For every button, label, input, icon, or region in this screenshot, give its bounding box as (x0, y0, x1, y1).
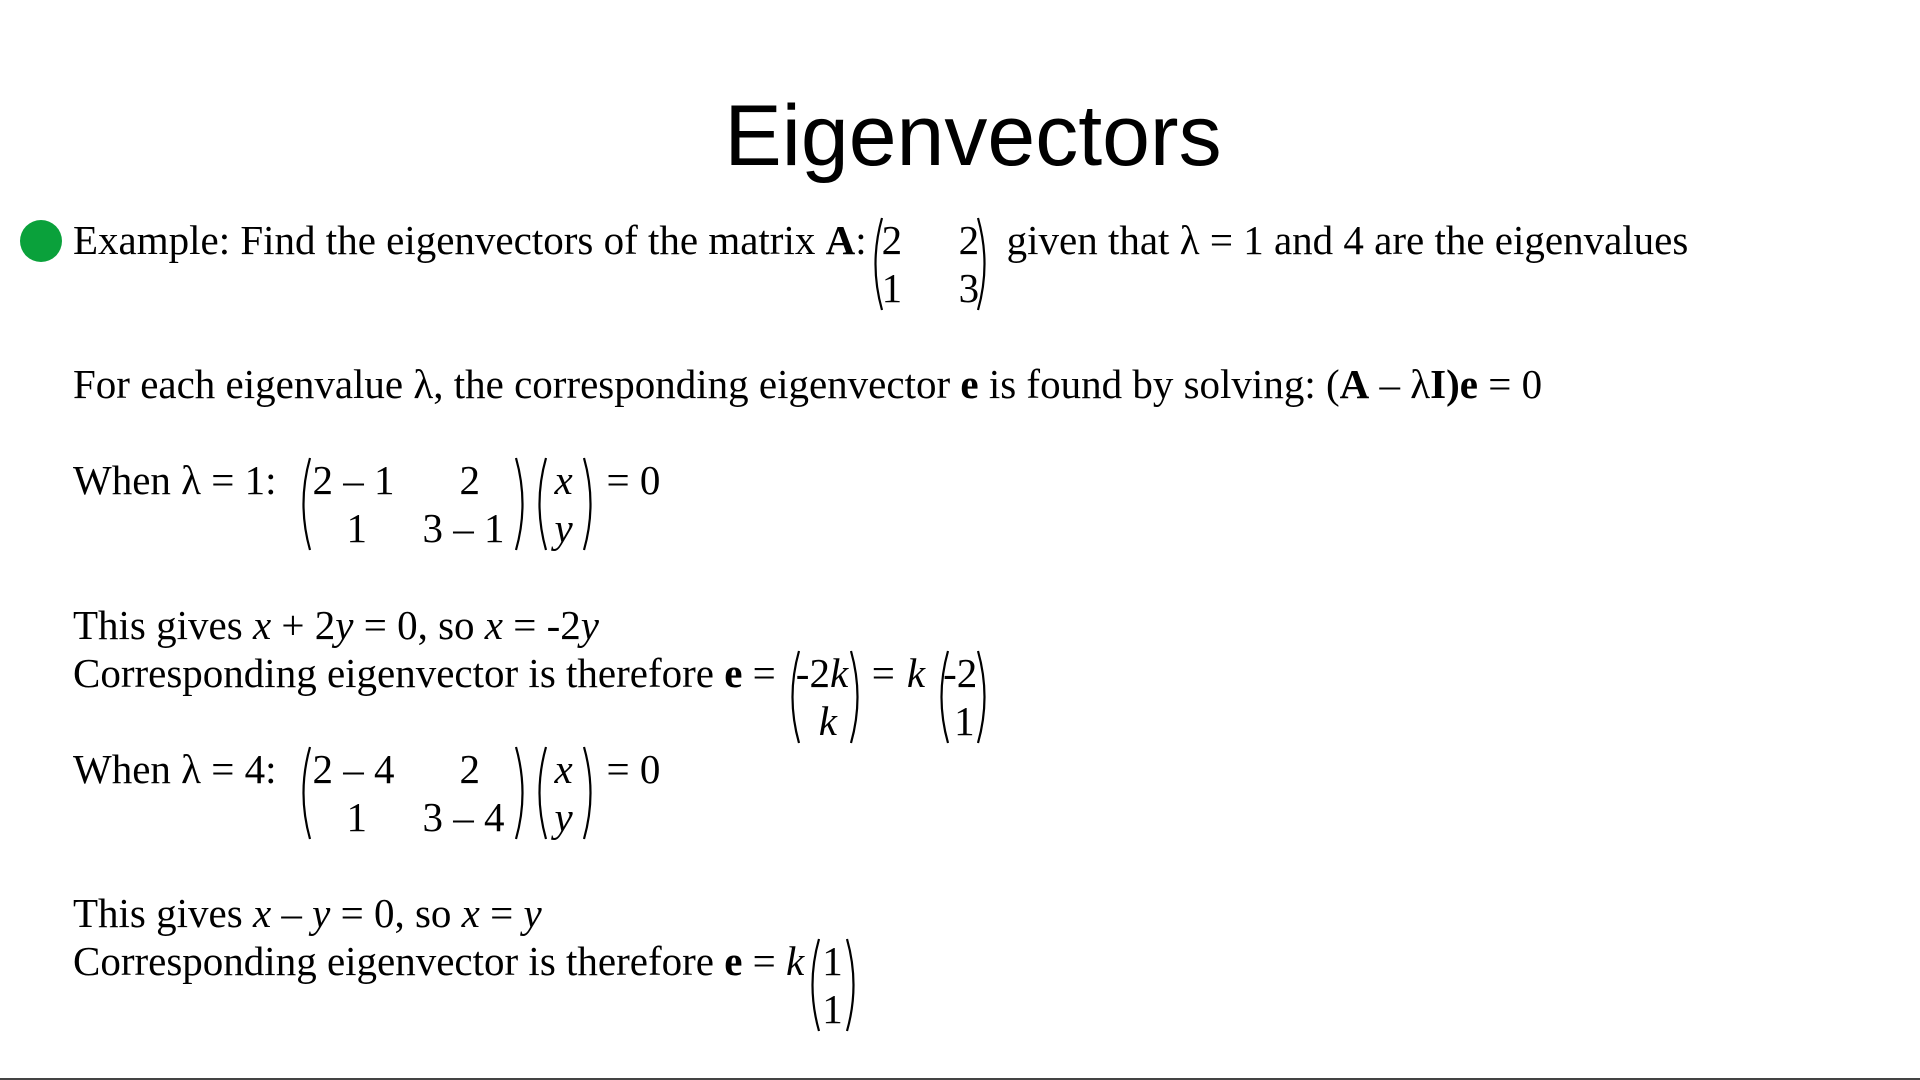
vector-cell-number: -2 (795, 650, 830, 696)
corresponding-line-4 (73, 937, 862, 1033)
var-x: x (252, 890, 272, 936)
gives-text: = -2 (503, 602, 581, 648)
vector-cell: 1 (954, 698, 975, 744)
matrix-cell: 2 (459, 746, 481, 792)
method-text: = 0 (1477, 361, 1543, 407)
corresponding-text: Corresponding eigenvector is therefore (73, 650, 725, 696)
matrix-cell: 2 (958, 217, 980, 263)
vector-xy (531, 745, 599, 841)
gives-text: = 0, so (330, 890, 462, 936)
left-paren (295, 745, 312, 841)
right-paren (976, 216, 993, 312)
paren-close: ) (1446, 361, 1460, 407)
right-paren (845, 937, 862, 1033)
vector-e: e (724, 938, 743, 984)
vector-cell: k (818, 698, 837, 744)
vector-minus-2-1 (933, 649, 993, 745)
slide-title: Eigenvectors (724, 88, 1222, 184)
vector-cell: -2 (943, 650, 978, 696)
right-paren (582, 456, 599, 552)
var-x: x (484, 602, 503, 648)
gives-text: = 0, so (353, 602, 485, 648)
method-text: is found by solving: ( (978, 361, 1340, 407)
scalar-k: k (906, 650, 926, 696)
vector-cell: y (554, 505, 573, 551)
example-line (73, 216, 1688, 312)
gives-text: This gives (73, 890, 253, 936)
case-lambda-1 (73, 456, 660, 552)
matrix-cell: 2 – 4 (312, 746, 395, 792)
matrix-a (867, 216, 993, 312)
var-x: x (252, 602, 272, 648)
right-paren (514, 456, 531, 552)
equals-zero: = 0 (606, 746, 661, 792)
matrix-cell: 3 – 4 (422, 794, 505, 840)
example-suffix: given that λ = 1 and 4 are the eigenvalues (1006, 217, 1689, 263)
vector-cell: 1 (822, 986, 843, 1032)
equals-zero: = 0 (606, 457, 661, 503)
var-y: y (335, 602, 354, 648)
case-label: When λ = 4: (73, 746, 277, 792)
var-y: y (312, 890, 331, 936)
method-text: – λ (1369, 361, 1431, 407)
colon: : (855, 217, 867, 263)
matrix-a-minus-1 (295, 456, 531, 552)
identity-symbol: I (1430, 361, 1447, 407)
left-paren (531, 456, 548, 552)
left-paren (531, 745, 548, 841)
matrix-cell: 1 (346, 505, 368, 551)
vector-1-1 (804, 937, 862, 1033)
vector-e: e (960, 361, 979, 407)
matrix-a-symbol: A (1339, 361, 1370, 407)
var-y: y (580, 602, 599, 648)
matrix-cell: 1 (881, 265, 903, 311)
right-paren (849, 649, 866, 745)
right-paren (976, 649, 993, 745)
var-y: y (523, 890, 542, 936)
left-paren (295, 456, 312, 552)
corresponding-line-1 (73, 649, 993, 745)
vector-cell: x (554, 746, 573, 792)
right-paren (582, 745, 599, 841)
right-paren (514, 745, 531, 841)
scalar-k: k (786, 938, 805, 984)
vector-e: e (724, 650, 743, 696)
bullet-icon (20, 220, 62, 262)
gives-line-4 (73, 889, 542, 937)
matrix-name: A (825, 217, 856, 263)
gives-text: This gives (73, 602, 253, 648)
method-text: For each eigenvalue λ, the corresponding eigenvector (73, 361, 961, 407)
case-lambda-4 (73, 745, 660, 841)
equals-sign: = (871, 650, 895, 696)
left-paren (804, 937, 821, 1033)
gives-text: + 2 (271, 602, 336, 648)
matrix-a-minus-4 (295, 745, 531, 841)
vector-cell: 1 (822, 938, 843, 984)
gives-line-1 (73, 601, 599, 649)
var-k: k (829, 650, 849, 696)
var-x: x (461, 890, 480, 936)
matrix-cell: 2 – 1 (312, 457, 395, 503)
equals-sign: = (742, 650, 776, 696)
case-label: When λ = 1: (73, 457, 277, 503)
matrix-cell: 2 (881, 217, 903, 263)
matrix-cell: 2 (459, 457, 481, 503)
method-line (73, 360, 1542, 408)
equals-sign: = (742, 938, 787, 984)
vector-cell (796, 649, 848, 697)
example-prefix: Example: Find the eigenvectors of the matrix (73, 217, 826, 263)
vector-minus-2k-k (784, 649, 866, 745)
matrix-cell: 1 (346, 794, 368, 840)
vector-cell: y (554, 794, 573, 840)
vector-e: e (1459, 361, 1478, 407)
gives-text: – (271, 890, 313, 936)
corresponding-text: Corresponding eigenvector is therefore (73, 938, 725, 984)
matrix-cell: 3 – 1 (422, 505, 505, 551)
vector-cell: x (554, 457, 573, 503)
vector-xy (531, 456, 599, 552)
matrix-cell: 3 (958, 265, 980, 311)
gives-text: = (479, 890, 524, 936)
